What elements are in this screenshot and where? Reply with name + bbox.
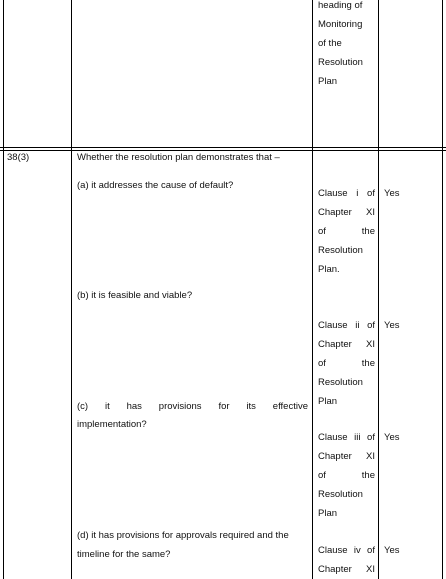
item-d-text-line: timeline for the same? xyxy=(77,549,171,560)
item-a-reference-line xyxy=(318,226,375,238)
word: of xyxy=(367,545,375,556)
item-d-status: Yes xyxy=(384,545,400,556)
item-b-status: Yes xyxy=(384,320,400,331)
word: XI xyxy=(366,339,375,350)
word: effective xyxy=(272,401,308,412)
word: Chapter xyxy=(318,207,352,218)
item-d-text-line: (d) it has provisions for approvals required and the xyxy=(77,530,289,541)
word: iv xyxy=(353,545,361,556)
word: ii xyxy=(355,320,360,331)
item-b-reference-line xyxy=(318,339,375,351)
item-c-reference-line xyxy=(318,470,375,482)
word: Clause xyxy=(318,545,348,556)
item-c-reference-line: Resolution xyxy=(318,489,363,500)
column-divider-2 xyxy=(312,0,313,579)
word: iii xyxy=(354,432,361,443)
word: Chapter xyxy=(318,451,352,462)
reference-line: of the xyxy=(318,38,342,49)
reference-line: heading of xyxy=(318,0,363,11)
item-a-reference-line xyxy=(318,207,375,219)
word: of xyxy=(318,470,326,481)
word: Clause xyxy=(318,320,348,331)
row-divider-double xyxy=(0,150,446,151)
word: provisions xyxy=(158,401,202,412)
item-a-reference-line: Resolution xyxy=(318,245,363,256)
word: the xyxy=(361,358,375,369)
column-divider-1 xyxy=(71,0,72,579)
item-c-text-line: implementation? xyxy=(77,419,147,430)
word: of xyxy=(367,188,375,199)
row-divider xyxy=(0,147,446,148)
table-border-right xyxy=(442,0,443,579)
word: it xyxy=(104,401,110,412)
word: the xyxy=(361,470,375,481)
item-d-reference-line xyxy=(318,564,375,576)
item-b-reference-line: Resolution xyxy=(318,377,363,388)
word: for xyxy=(218,401,230,412)
word: XI xyxy=(366,564,375,575)
item-a-reference-line: Plan. xyxy=(318,264,340,275)
item-c-reference-line: Plan xyxy=(318,508,338,519)
word: XI xyxy=(366,451,375,462)
word: XI xyxy=(366,207,375,218)
word: Clause xyxy=(318,432,348,443)
item-b-reference-line xyxy=(318,320,375,332)
word: its xyxy=(246,401,256,412)
table-border-left xyxy=(3,0,4,579)
question-text: Whether the resolution plan demonstrates that – xyxy=(77,152,280,163)
section-number: 38(3) xyxy=(7,152,30,163)
word: of xyxy=(367,320,375,331)
word: of xyxy=(318,358,326,369)
word: of xyxy=(318,226,326,237)
item-b-reference-line xyxy=(318,358,375,370)
word: Chapter xyxy=(318,339,352,350)
column-divider-3 xyxy=(378,0,379,579)
reference-line: Monitoring xyxy=(318,19,363,30)
item-a-text: (a) it addresses the cause of default? xyxy=(77,180,234,191)
item-c-status: Yes xyxy=(384,432,400,443)
item-b-text: (b) it is feasible and viable? xyxy=(77,290,193,301)
word: i xyxy=(356,188,359,199)
reference-line: Resolution xyxy=(318,57,363,68)
word: the xyxy=(361,226,375,237)
word: has xyxy=(126,401,142,412)
item-a-status: Yes xyxy=(384,188,400,199)
word: Chapter xyxy=(318,564,352,575)
item-d-reference-line xyxy=(318,545,375,557)
item-c-reference-line xyxy=(318,451,375,463)
word: of xyxy=(367,432,375,443)
word: Clause xyxy=(318,188,348,199)
reference-line: Plan xyxy=(318,76,338,87)
word: (c) xyxy=(77,401,89,412)
item-b-reference-line: Plan xyxy=(318,396,338,407)
item-c-text-line xyxy=(77,401,308,413)
item-c-reference-line xyxy=(318,432,375,444)
item-a-reference-line xyxy=(318,188,375,200)
